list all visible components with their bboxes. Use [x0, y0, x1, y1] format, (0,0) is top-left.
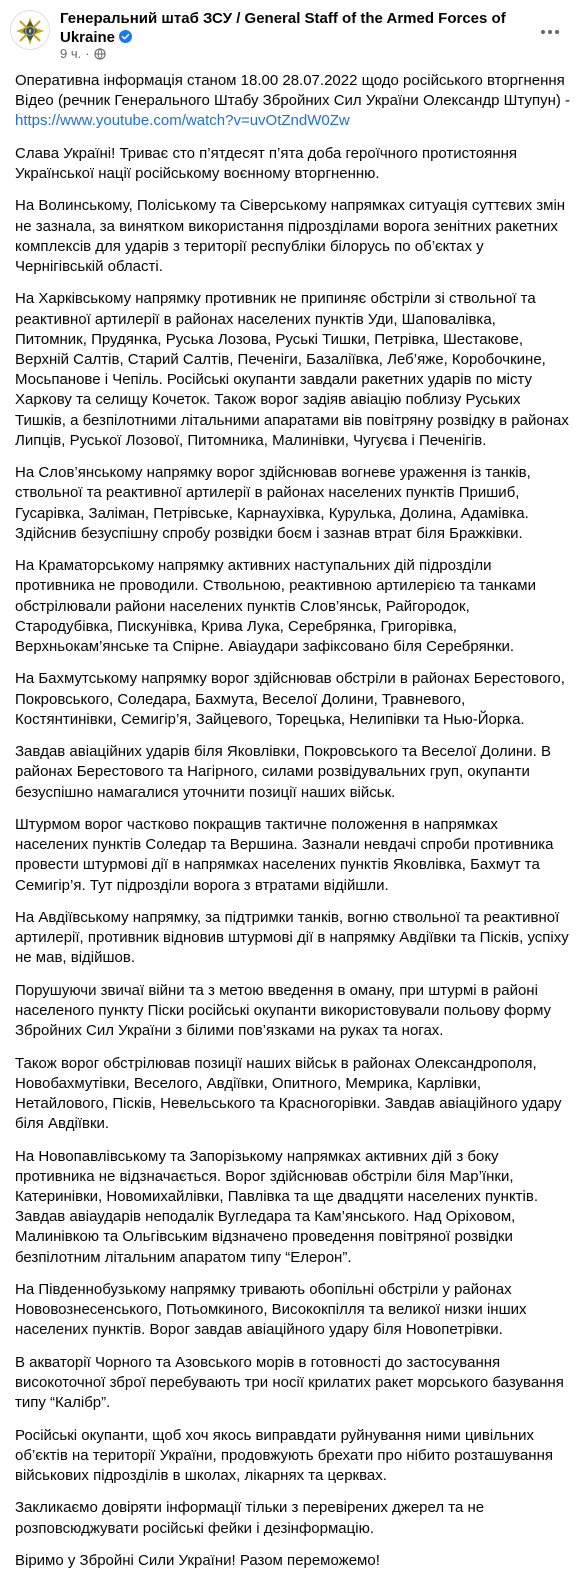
post-paragraph: Також ворог обстрілював позиції наших військ в районах Олександрополя, Новобахмутівки, Веселого, Авдіївки, Опитного, Мемрика, Карлівки, Нетайлового, Пісків, Невельського та Красногорівки. Завдав авіаційного удару біля Авдіївки. [15, 1054, 562, 1133]
post-paragraph: Російські окупанти, щоб хоч якось виправдати руйнування ними цивільних об’єктів на території України, продовжують брехати про нібито розташування військових підрозділів в школах, лікарнях та церквах. [15, 1426, 554, 1484]
post-paragraph: На Новопавлівському та Запорізькому напрямках активних дій з боку противника не відзначається. Ворог здійснював обстріли біля Мар’їнки, Катеринівки, Новомихайлівки, Павлівка та ще двадцяти населених пунктів. Завдав авіаударів неподалік Вугледара та Кам’янського. Над Оріховом, Малинівкою та Ольгівським відзначено проведення повітряної розвідки безпілотним літальним апаратом типу “Елерон”. [15, 1147, 539, 1266]
general-staff-emblem-icon [11, 11, 49, 49]
post-paragraph: Завдав авіаційних ударів біля Яковлівки, Покровського та Веселої Долини. В районах Берестового та Нагірного, силами розвідувальних груп, окупанти безуспішно намагалися уточнити позиції наших військ. [15, 743, 551, 801]
page-name-link[interactable] [60, 9, 520, 47]
video-link[interactable]: https://www.youtube.com/watch?v=uvOtZndW0Zw [15, 112, 350, 130]
post-header [0, 0, 580, 66]
intro-text: Оперативна інформація станом 18.00 28.07.2022 щодо російського вторгнення Відео (речник Генерального Штабу Збройних Сил України Олександр Штупун) - [15, 72, 571, 110]
post-paragraph: Віримо у Збройні Сили України! Разом переможемо! [15, 1551, 380, 1569]
post-paragraph: Порушуючи звичаї війни та з метою введення в оману, при штурмі в районі населеного пункту Піски російські окупанти використовували польову форму Збройних Сил України з білими пов’язками на руках та ногах. [15, 981, 552, 1040]
globe-icon[interactable] [94, 48, 106, 60]
post-paragraphs [15, 144, 571, 1571]
post-paragraph: На Волинському, Поліському та Сіверському напрямках ситуація суттєвих змін не зазнала, за винятком використання підрозділами ворога зенітних ракетних комплексів для ударів з території республіки білорусь по об’єктах у Чернігівській області. [15, 197, 566, 275]
post-paragraph: Слава Україні! Триває сто п’ятдесят п’ята доба героїчного протистояння Української нації російському воєнному вторгненню. [15, 144, 518, 182]
post-intro [15, 71, 571, 132]
meta-separator: · [85, 46, 90, 61]
post-paragraph: На Харківському напрямку противник не припиняє обстріли зі ствольної та реактивної артилерії в районах населених пунктів Уди, Шаповалівка, Питомник, Прудянка, Руська Лозова, Руські Тишки, Петрівка, Шестакове, Верхній Салтів, Старий Салтів, Печеніги, Базаліївка, Леб’яже, Коробочкине, Мосьпанове і Чепіль. Російські окупанти завдали ракетних ударів по місту Харкову та селищу Кочеток. Також ворог задіяв авіацію поблизу Руських Тишків, а безпілотними літальними апаратами вів повітряну розвідку в районах Липців, Руської Лозової, Питомника, Малинівки, Чугуєва і Печенігів. [15, 290, 569, 449]
post-paragraph: На Бахмутському напрямку ворог здійснював обстріли в районах Берестового, Покровського, Соледара, Бахмута, Веселої Долини, Травневого, Костянтинівки, Семигір’я, Зайцевого, Торецька, Нелипівки та Нью-Йорка. [15, 670, 565, 728]
post-paragraph: Закликаємо довіряти інформації тільки з перевірених джерел та не розповсюджувати російські фейки і дезінформацію. [15, 1499, 485, 1537]
page-avatar[interactable] [10, 10, 50, 50]
more-dots-icon [541, 30, 545, 34]
post-paragraph: На Авдіївському напрямку, за підтримки танків, вогню ствольної та реактивної артилерії, противник відновив штурмові дії в напрямку Авдіївки та Пісків, успіху не мав, відійшов. [15, 909, 569, 967]
post-meta [60, 46, 106, 62]
post-paragraph: Штурмом ворог частково покращив тактичне положення в напрямках населених пунктів Соледар та Вершина. Зазнали невдачі спроби противника провести штурмові дії в напрямках населених пунктів Яковлівка, Бахмут та Семигір’я. Тут підрозділи ворога з втратами відійшли. [15, 816, 554, 894]
more-options-button[interactable] [532, 14, 568, 50]
post-paragraph: На Південнобузькому напрямку тривають обопільні обстріли у районах Нововознесенського, Потьомкиного, Висококпілля та великої низки інших населених пунктів. Ворог завдав авіаційного удару біля Новопетрівки. [15, 1281, 527, 1339]
post-body [15, 71, 571, 1583]
post-paragraph: В акваторії Чорного та Азовського морів в готовності до застосування високоточної зброї перебувають три носії крилатих ракет морського базування типу “Калібр”. [15, 1353, 564, 1412]
post-paragraph: На Краматорському напрямку активних наступальних дій підрозділи противника не проводили. Ствольною, реактивною артилерією та танками обстрілювали райони населених пунктів Слов’янськ, Райгородок, Стародубівка, Пискунівка, Крива Лука, Серебрянка, Григорівка, Верхньокам’янське та Спірне. Авіаудари зафіксовано біля Серебрянки. [15, 557, 536, 656]
post-timestamp[interactable]: 9 ч. [60, 46, 82, 61]
page-name[interactable]: Генеральний штаб ЗСУ / General Staff of the Armed Forces of Ukraine [60, 10, 506, 46]
post-paragraph: На Слов’янському напрямку ворог здійснював вогневе ураження із танків, ствольної та реактивної артилерії в районах населених пунктів Пришиб, Гусарівка, Заліман, Петрівське, Карнаухівка, Курулька, Долина, Адамівка. Здійснив безуспішну спробу розвідки боєм і зазнав втрат біля Бражківки. [15, 464, 531, 542]
verified-badge-icon [119, 30, 132, 43]
